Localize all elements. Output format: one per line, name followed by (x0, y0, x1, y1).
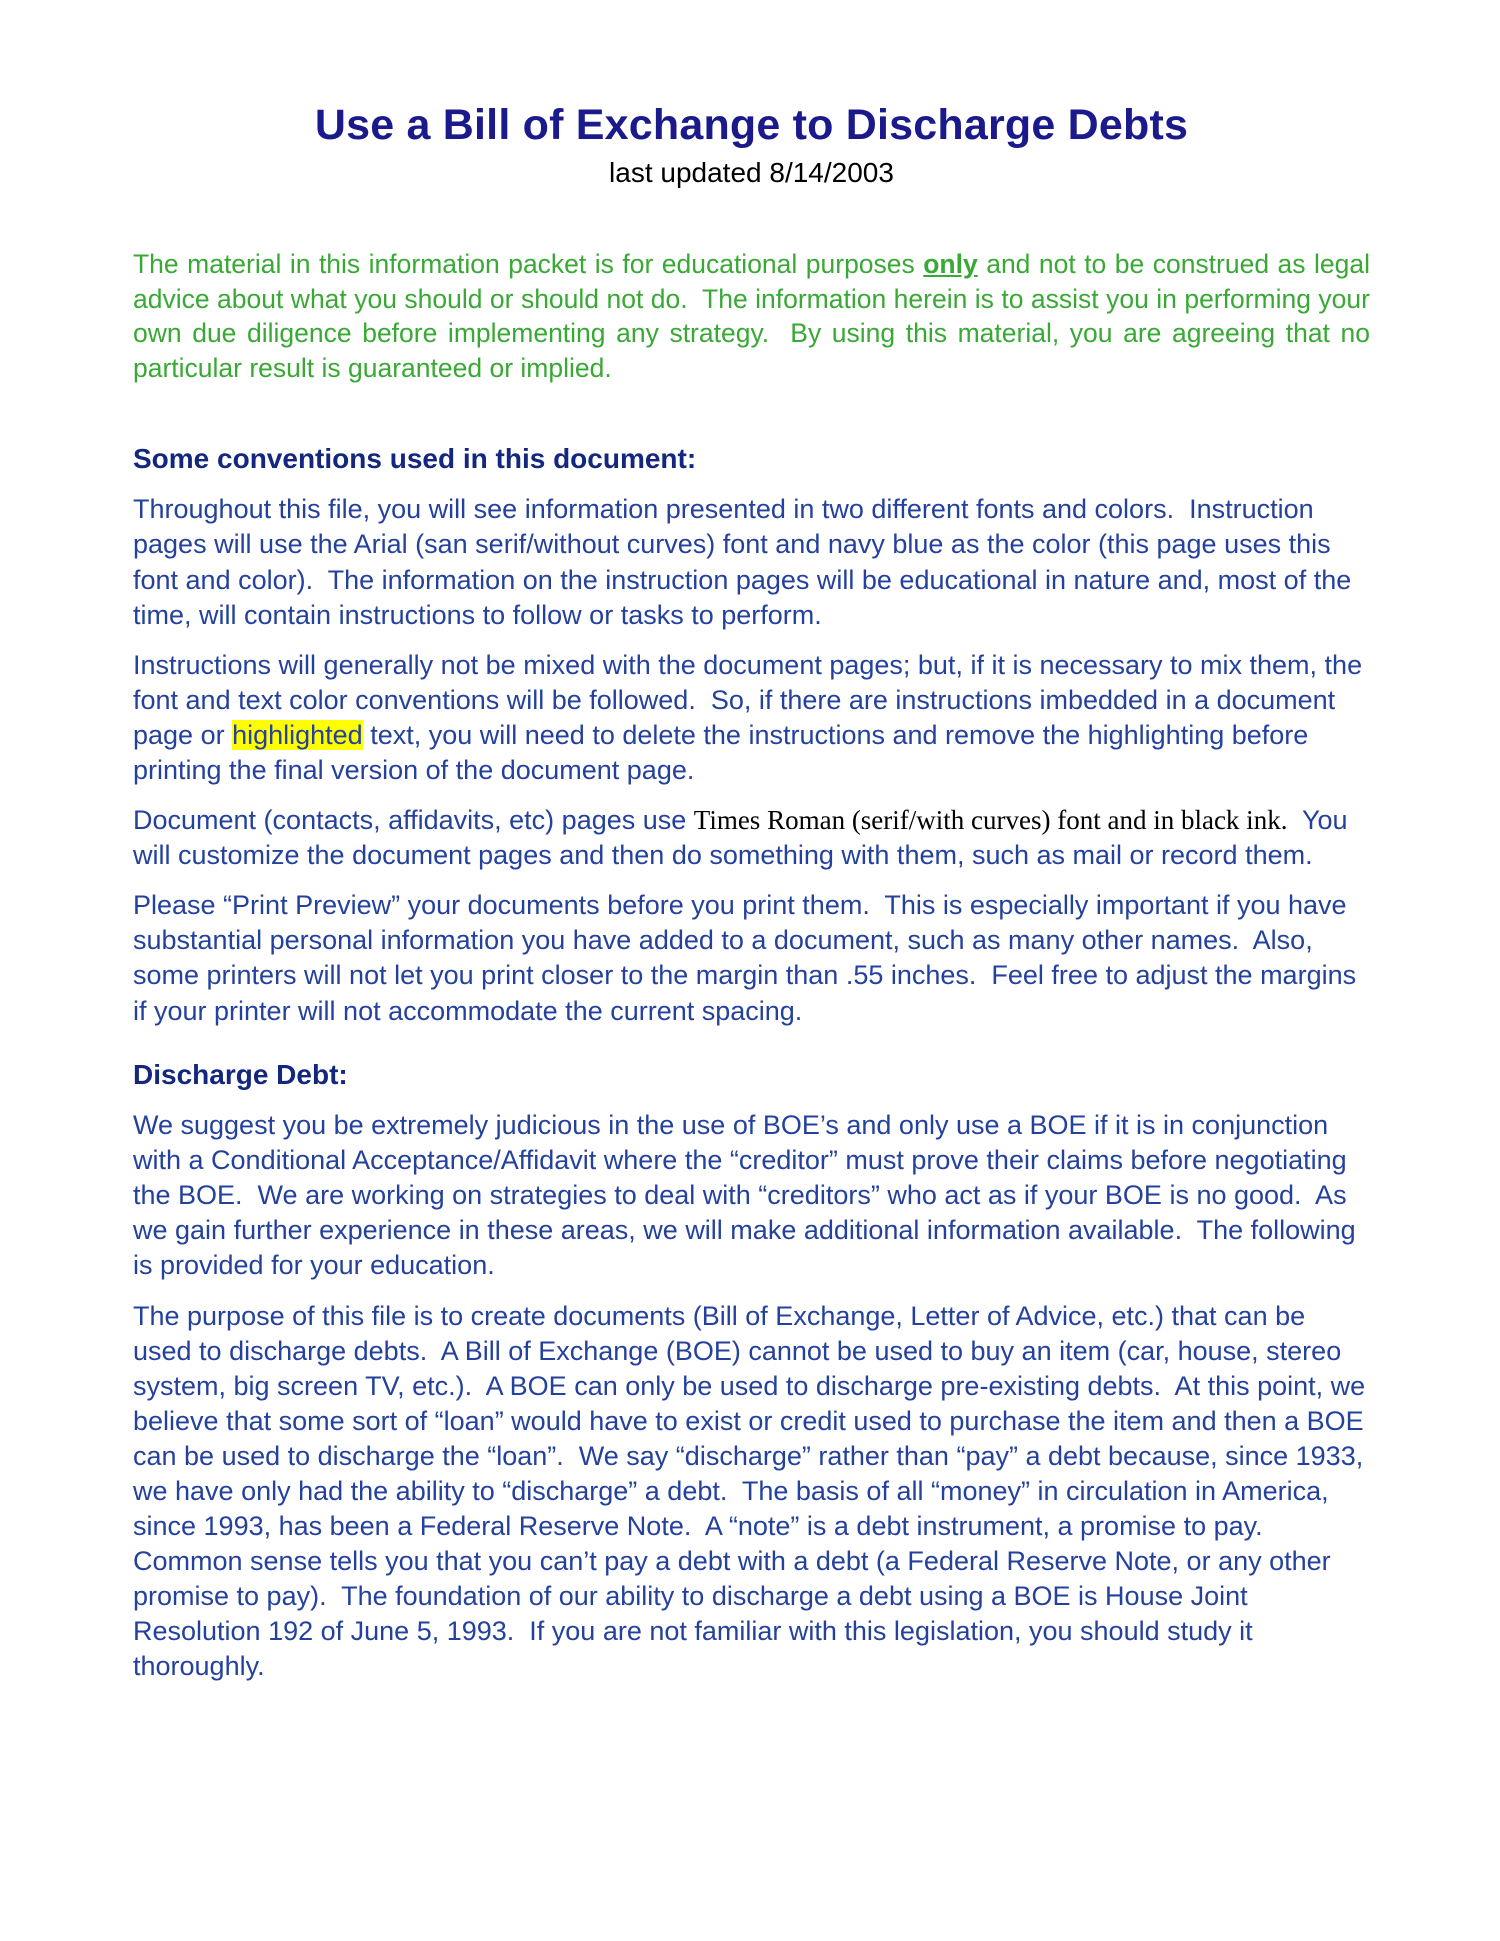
conventions-p3-text-start: Document (contacts, affidavits, etc) pages use (133, 805, 694, 836)
disclaimer-text-start: The material in this information packet is for educational purposes (133, 249, 924, 280)
conventions-paragraph-3 (133, 803, 1370, 873)
conventions-paragraph-2 (133, 648, 1370, 788)
conventions-p2-text-start: Instructions will generally not be mixed with the document pages; but, if it is necessary to mix them, the font and text color conventions will be followed. So, if there are instructions imbedded in a document page or (133, 649, 1370, 750)
conventions-paragraph-4: Please “Print Preview” your documents before you print them. This is especially important if you have substantial personal information you have added to a document, such as many other names. Also, some printers will not let you print closer to the margin than .55 inches. Feel free to adjust the margins if your printer will not accommodate the current spacing. (133, 890, 1364, 1026)
discharge-paragraph-1: We suggest you be extremely judicious in the use of BOE’s and only use a BOE if it is in conjunction with a Conditional Acceptance/Affidavit where the “creditor” must prove their claims before negotiating the BOE. We are working on strategies to deal with “creditors” who act as if your BOE is no good. As we gain further experience in these areas, we will make additional information available. The following is provided for your education. (133, 1110, 1364, 1281)
page-title: Use a Bill of Exchange to Discharge Debts (314, 101, 1189, 149)
conventions-paragraph-1: Throughout this file, you will see information presented in two different fonts and colors. Instruction pages will use the Arial (san serif/without curves) font and navy blue as the color (this page uses this font and color). The information on the instruction pages will be educational in nature and, most of the time, will contain instructions to follow or tasks to perform. (133, 494, 1359, 630)
conventions-heading: Some conventions used in this document: (133, 442, 697, 474)
disclaimer-paragraph (133, 247, 1378, 385)
times-roman-sample-text: Times Roman (serif/with curves) font and in black ink. (693, 805, 1288, 836)
disclaimer-emphasis-only: only (923, 249, 978, 280)
conventions-p2-text-end: text, you will need to delete the instructions and remove the highlighting before printing the final version of the document page. (133, 719, 1316, 785)
disclaimer-text-end: and not to be construed as legal advice about what you should or should not do. The information herein is to assist you in performing your own due diligence before implementing any strategy. By using this material, you are agreeing that no particular result is guaranteed or implied. (133, 249, 1378, 383)
discharge-paragraph-2: The purpose of this file is to create documents (Bill of Exchange, Letter of Advice, etc.) that can be used to discharge debts. A Bill of Exchange (BOE) cannot be used to buy an item (car, house, stereo system, big screen TV, etc.). A BOE can only be used to discharge pre-existing debts. At this point, we believe that some sort of “loan” would have to exist or credit used to purchase the item and then a BOE can be used to discharge the “loan”. We say “discharge” rather than “pay” a debt because, since 1933, we have only had the ability to “discharge” a debt. The basis of all “money” in circulation in America, since 1993, has been a Federal Reserve Note. A “note” is a debt instrument, a promise to pay. Common sense tells you that you can’t pay a debt with a debt (a Federal Reserve Note, or any other promise to pay). The foundation of our ability to discharge a debt using a BOE is House Joint Resolution 192 of June 5, 1993. If you are not familiar with this legislation, you should study it thoroughly. (133, 1300, 1373, 1682)
conventions-p3-text-end: You will customize the document pages and then do something with them, such as mail or record them. (133, 805, 1356, 871)
highlighted-word: highlighted (232, 719, 363, 750)
page-subtitle: last updated 8/14/2003 (609, 156, 894, 188)
discharge-debt-heading: Discharge Debt: (133, 1058, 348, 1090)
